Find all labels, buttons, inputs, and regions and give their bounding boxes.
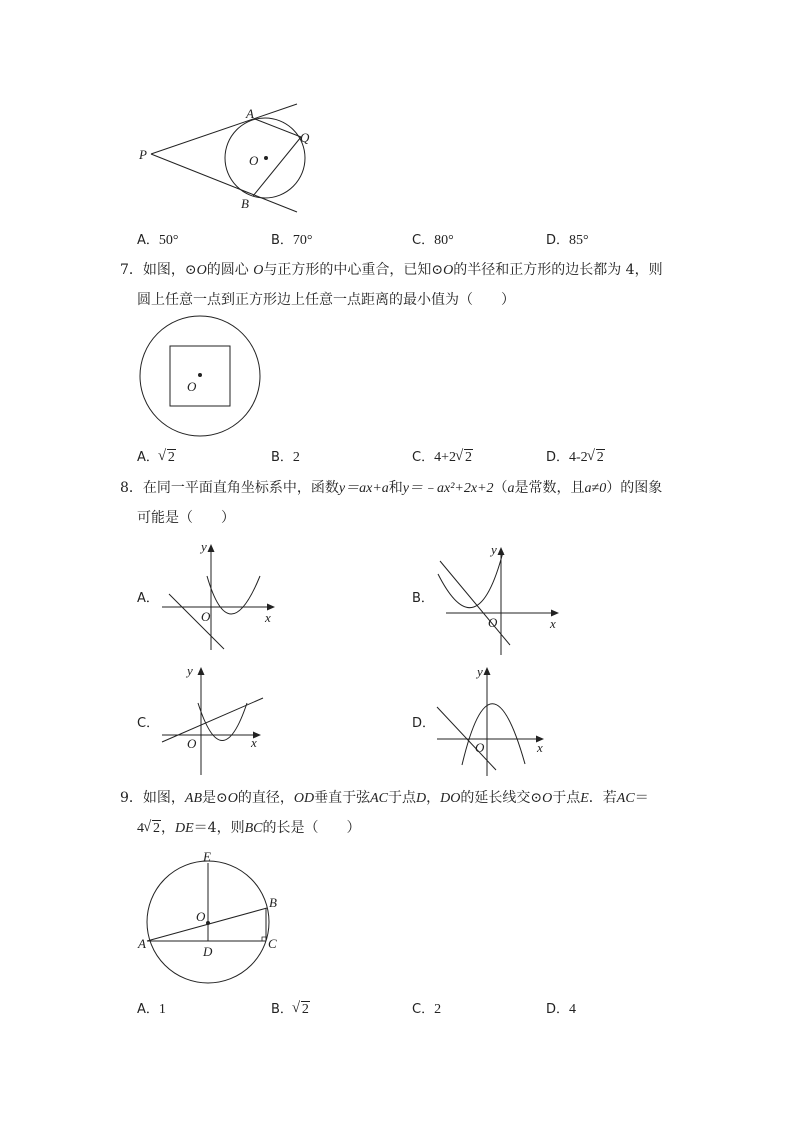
radicand: 2 — [153, 821, 160, 836]
q9-label-e: E — [203, 849, 211, 864]
q8-option-b[interactable]: B． — [412, 591, 434, 606]
option-value: 4 — [569, 1002, 577, 1017]
q8-option-a[interactable]: A． — [137, 591, 159, 606]
option-letter: D． — [546, 233, 570, 248]
parabola-graph — [438, 552, 503, 608]
text: ＝4，则 — [193, 820, 245, 836]
text: 如图，⊙ — [142, 262, 197, 278]
y-axis-arrow — [198, 667, 205, 675]
origin-label: O — [488, 615, 498, 630]
var: BC — [244, 821, 263, 836]
parabola-graph — [462, 704, 525, 765]
option-letter: C． — [412, 233, 435, 248]
text: ， — [161, 820, 175, 836]
axis-label-x: x — [265, 610, 271, 625]
q7-option-d[interactable] — [546, 446, 605, 466]
text: 如图， — [142, 790, 185, 806]
sqrt-sign — [159, 450, 176, 466]
axis-label-y: y — [187, 663, 193, 678]
q9-figure — [135, 845, 285, 985]
q7-option-c[interactable] — [412, 446, 473, 466]
q6-label-p: P — [139, 147, 147, 162]
q6-figure — [130, 95, 330, 225]
question-number: 9． — [120, 790, 143, 806]
axis-label-x: x — [251, 735, 257, 750]
option-value: 2 — [434, 1002, 442, 1017]
var: D — [416, 791, 427, 806]
q9-stem-line2 — [137, 818, 360, 839]
text: 的直径， — [237, 790, 294, 806]
option-letter: B． — [271, 233, 293, 248]
line-graph — [440, 561, 510, 645]
option-letter: B． — [271, 450, 293, 465]
q6-label-b: B — [241, 196, 249, 211]
q8-graph-a — [155, 535, 285, 655]
text: 4 — [137, 821, 144, 836]
var: O — [196, 263, 207, 278]
text: （ — [493, 480, 508, 496]
q9-label-b: B — [269, 895, 277, 910]
radicand: 2 — [596, 450, 604, 465]
q8-graph-b — [430, 538, 565, 658]
q8-stem-line2: 可能是（ ） — [137, 510, 235, 526]
text: 在同一平面直角坐标系中，函数 — [142, 480, 339, 496]
text: 是⊙ — [202, 790, 228, 806]
q6-option-d[interactable] — [546, 229, 589, 249]
var: AC — [370, 791, 389, 806]
option-value: 4-2 — [569, 450, 588, 465]
parabola-graph — [207, 576, 260, 614]
text: 的圆心 — [206, 262, 254, 278]
var: DO — [440, 791, 461, 806]
option-letter: C． — [412, 450, 435, 465]
q9-label-d: D — [203, 944, 213, 959]
axis-label-y: y — [477, 664, 483, 679]
q7-stem-line2: 圆上任意一点到正方形边上任意一点距离的最小值为（ ） — [137, 292, 515, 308]
q9-label-c: C — [268, 936, 277, 951]
text: 垂直于弦 — [314, 790, 371, 806]
option-value: 2 — [292, 450, 300, 465]
radicand: 2 — [464, 450, 472, 465]
q6-tangent-pa — [151, 104, 297, 154]
q9-option-a[interactable] — [137, 998, 166, 1018]
var: E — [580, 791, 589, 806]
q6-label-o: O — [249, 153, 259, 168]
origin-label: O — [475, 740, 485, 755]
radicand: 2 — [301, 1002, 309, 1017]
text: 是常数，且 — [514, 480, 585, 496]
text: 的长是（ ） — [262, 820, 361, 836]
q7-stem-line1 — [120, 260, 663, 281]
q6-chord-aq — [255, 119, 301, 137]
formula: y＝﹣ax²+2x+2 — [402, 481, 494, 496]
y-axis-arrow — [208, 544, 215, 552]
line-graph — [169, 594, 224, 649]
option-value: 80° — [434, 233, 454, 248]
q7-label-o: O — [187, 379, 197, 394]
sqrt-sign — [144, 819, 161, 839]
option-value: 70° — [292, 233, 313, 248]
q6-option-c[interactable] — [412, 229, 454, 249]
axis-label-y: y — [491, 542, 497, 557]
formula: a≠0 — [584, 481, 607, 496]
q9-option-c[interactable] — [412, 998, 441, 1018]
text: 的延长线交⊙ — [460, 790, 543, 806]
q9-center-dot — [206, 921, 210, 925]
axis-label-y: y — [201, 539, 207, 554]
option-value: 85° — [569, 233, 589, 248]
var: O — [227, 791, 238, 806]
option-letter: D． — [546, 450, 570, 465]
sqrt-sign — [293, 1002, 310, 1018]
option-letter: D． — [546, 1002, 570, 1017]
q6-label-a: A — [246, 106, 254, 121]
option-letter: A． — [137, 1002, 159, 1017]
sqrt-sign — [588, 450, 605, 466]
var: O — [253, 263, 264, 278]
var: O — [542, 791, 553, 806]
option-value: 4+2 — [434, 450, 456, 465]
option-letter: A． — [137, 450, 159, 465]
var: a — [507, 481, 515, 496]
var: O — [443, 263, 454, 278]
text: 于点 — [552, 790, 581, 806]
q9-right-angle-mark — [262, 937, 266, 941]
radicand: 2 — [167, 450, 175, 465]
var: AC — [616, 791, 635, 806]
var: DE — [175, 821, 194, 836]
q8-option-d[interactable]: D． — [412, 716, 436, 731]
q6-label-q: Q — [300, 130, 310, 145]
q7-option-a[interactable] — [137, 446, 176, 466]
text: 的半径和正方形的边长都为 4，则 — [453, 262, 663, 278]
q6-tangent-pb — [151, 154, 297, 212]
origin-label: O — [187, 736, 197, 751]
text: 与正方形的中心重合，已知⊙ — [263, 262, 444, 278]
sqrt-sign — [456, 450, 473, 466]
y-axis-arrow — [498, 547, 505, 555]
axis-label-x: x — [537, 740, 543, 755]
var: OD — [293, 791, 315, 806]
q7-center-dot — [198, 373, 202, 377]
option-value: 50° — [158, 233, 179, 248]
q8-option-c[interactable]: C． — [137, 716, 160, 731]
q9-label-o: O — [196, 909, 206, 924]
q6-center-dot — [264, 156, 268, 160]
origin-label: O — [201, 609, 211, 624]
var: AB — [184, 791, 203, 806]
text: ， — [426, 790, 441, 806]
q8-stem-line1 — [120, 478, 662, 499]
axis-label-x: x — [550, 616, 556, 631]
option-letter: C． — [412, 1002, 435, 1017]
question-number: 7． — [120, 262, 143, 278]
q8-graph-c — [155, 660, 280, 780]
q7-figure — [135, 313, 265, 443]
q6-option-a[interactable] — [137, 229, 179, 249]
text: ．若 — [588, 790, 617, 806]
text: ）的图象 — [606, 480, 663, 496]
option-value: 1 — [158, 1002, 166, 1017]
q7-option-b[interactable] — [271, 446, 300, 466]
q6-option-b[interactable] — [271, 229, 313, 249]
q9-option-d[interactable] — [546, 998, 576, 1018]
text: ＝ — [634, 790, 649, 806]
option-letter: B． — [271, 1002, 293, 1017]
text: 于点 — [388, 790, 417, 806]
q9-stem-line1 — [120, 788, 649, 809]
text: 和 — [388, 480, 403, 496]
q6-chord-bq — [253, 137, 301, 196]
q9-option-b[interactable] — [271, 998, 310, 1018]
y-axis-arrow — [484, 667, 491, 675]
formula: y＝ax+a — [338, 481, 389, 496]
q8-graph-d — [430, 660, 555, 780]
option-letter: A． — [137, 233, 159, 248]
question-number: 8． — [120, 480, 143, 496]
q9-label-a: A — [138, 936, 146, 951]
